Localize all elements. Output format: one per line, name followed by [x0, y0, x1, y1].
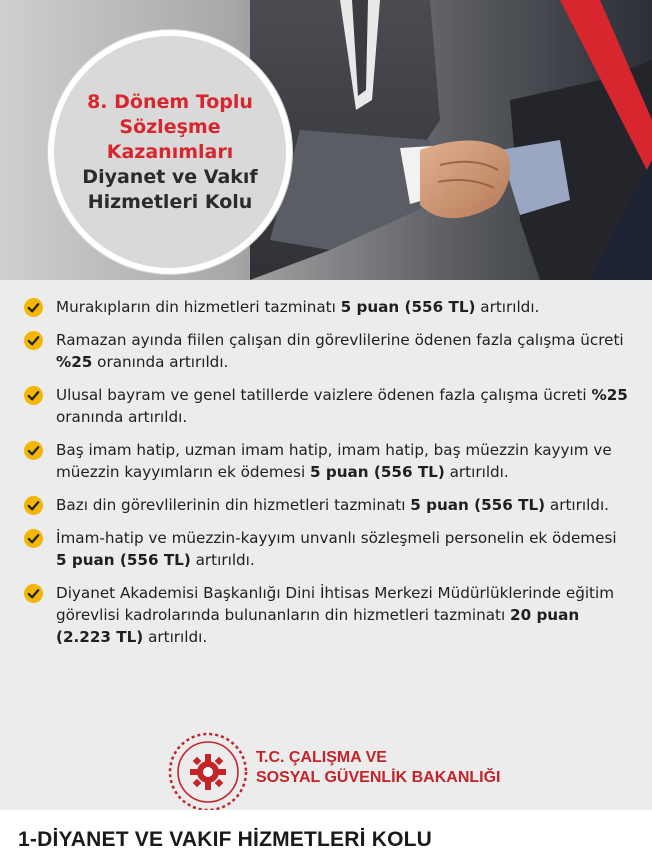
subtitle-line: Diyanet ve Vakıf [82, 165, 258, 188]
item-text: artırıldı. [190, 551, 255, 569]
ministry-emblem-icon [166, 730, 250, 810]
title-line: Kazanımları [106, 140, 234, 163]
check-icon [24, 298, 43, 317]
item-text: Murakıpların din hizmetleri tazminatı [56, 298, 341, 316]
item-highlight: 5 puan (556 TL) [310, 463, 445, 481]
subtitle-line: Hizmetleri Kolu [87, 190, 253, 213]
item-text: Ulusal bayram ve genel tatillerde vaizlere ödenen fazla çalışma ücreti [56, 386, 592, 404]
hero-banner [0, 0, 652, 280]
item-text: oranında artırıldı. [56, 408, 188, 426]
item-text: Diyanet Akademisi Başkanlığı Dini İhtisas Merkezi Müdürlüklerinde eğitim görevlisi kadrolarında bulunanların din hizmetleri tazminatı [56, 584, 615, 624]
check-icon [24, 386, 43, 405]
list-item [24, 582, 628, 648]
item-highlight: %25 [591, 386, 628, 404]
list-item [24, 527, 628, 571]
item-text: Baş imam hatip, uzman imam hatip, imam hatip, baş müezzin kayyım ve müezzin kayyımların ek ödemesi [56, 441, 612, 481]
ministry-line: T.C. ÇALIŞMA VE [256, 749, 387, 766]
list-item [24, 494, 628, 516]
item-text: artırıldı. [545, 496, 609, 514]
list-item [24, 296, 628, 318]
list-item [24, 384, 628, 428]
title-line: Sözleşme [119, 115, 221, 138]
item-text: oranında artırıldı. [92, 353, 229, 371]
list-item [24, 329, 628, 373]
ministry-name [256, 748, 500, 788]
item-text: Ramazan ayında fiilen çalışan din görevlilerine ödenen fazla çalışma ücreti [56, 331, 624, 349]
item-text: artırıldı. [444, 463, 509, 481]
title-badge [54, 36, 286, 268]
item-highlight: 5 puan (556 TL) [410, 496, 546, 514]
item-highlight: 5 puan (556 TL) [340, 298, 476, 316]
item-text: Bazı din görevlilerinin din hizmetleri tazminatı [56, 496, 411, 514]
gains-list [24, 296, 628, 659]
check-icon [24, 584, 43, 603]
item-text: artırıldı. [143, 628, 208, 646]
check-icon [24, 496, 43, 515]
check-icon [24, 529, 43, 548]
list-item [24, 439, 628, 483]
check-icon [24, 441, 43, 460]
title-line: 8. Dönem Toplu [87, 90, 253, 113]
item-text: artırıldı. [475, 298, 540, 316]
item-highlight: %25 [56, 353, 93, 371]
ministry-line: SOSYAL GÜVENLİK BAKANLIĞI [256, 769, 501, 786]
caption-title: 1-DİYANET VE VAKIF HİZMETLERİ KOLU [18, 828, 432, 851]
item-highlight: 20 puan (2.223 TL) [56, 606, 580, 646]
check-icon [24, 331, 43, 350]
item-text: İmam-hatip ve müezzin-kayyım unvanlı sözleşmeli personelin ek ödemesi [56, 529, 617, 547]
item-highlight: 5 puan (556 TL) [56, 551, 191, 569]
